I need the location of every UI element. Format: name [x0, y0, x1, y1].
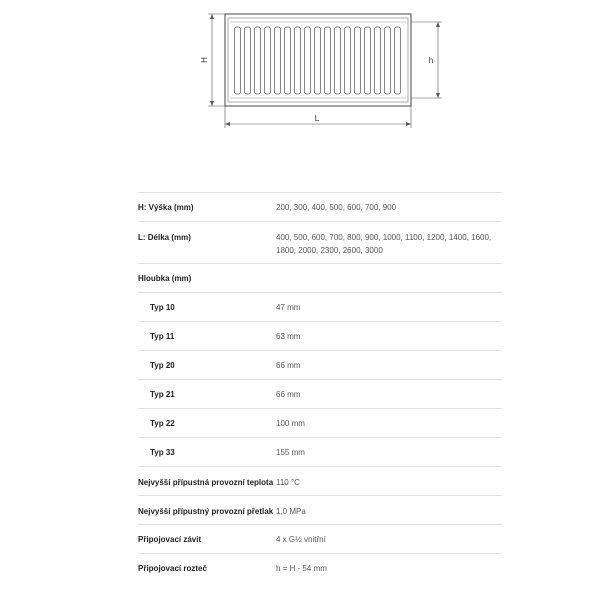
spec-row: [138, 496, 502, 525]
spec-value-cell: [276, 554, 502, 583]
radiator-inner-frame: [228, 18, 408, 102]
radiator-fin: [285, 27, 291, 94]
spec-label-cell: [138, 351, 276, 380]
spec-label-cell: [138, 322, 276, 351]
spec-value: 400, 500, 600, 700, 800, 900, 1000, 1100, 1200, 1400, 1600, 1800, 2000, 2300, 2600, 3000: [276, 233, 492, 255]
radiator-fin: [295, 27, 301, 94]
radiator-fin: [265, 27, 271, 94]
spec-label-cell: [138, 554, 276, 583]
spec-value: 155 mm: [276, 448, 305, 457]
spec-value-cell: [276, 496, 502, 525]
spec-value-cell: [276, 193, 502, 222]
spec-label-cell: [138, 438, 276, 467]
radiator-fin: [315, 27, 321, 94]
spec-label: Připojovací rozteč: [138, 564, 207, 573]
spec-label: Typ 20: [150, 361, 175, 370]
spec-label: Typ 33: [150, 448, 175, 457]
spec-label: Typ 22: [150, 419, 175, 428]
spec-label: Typ 21: [150, 390, 175, 399]
spec-value-cell: [276, 264, 502, 293]
spec-value: h = H - 54 mm: [276, 564, 327, 573]
radiator-fin: [365, 27, 371, 94]
spec-label: L: Délka (mm): [138, 233, 191, 242]
spec-label-cell: [138, 380, 276, 409]
spec-value-cell: [276, 525, 502, 554]
height-dimension-h: [411, 22, 442, 98]
radiator-fin: [375, 27, 381, 94]
spec-value: 4 x G½ vnitřní: [276, 535, 326, 544]
spec-value-cell: [276, 380, 502, 409]
spec-value-cell: [276, 293, 502, 322]
radiator-fin: [395, 27, 401, 94]
spec-label: H: Výška (mm): [138, 203, 194, 212]
spec-label: Nejvyšší přípustná provozní teplota: [138, 478, 274, 487]
spec-row: [138, 409, 502, 438]
length-dimension-L: [225, 106, 411, 128]
spec-value: 66 mm: [276, 390, 301, 399]
radiator-fin: [245, 27, 251, 94]
radiator-fin: [235, 27, 241, 94]
spec-value: 100 mm: [276, 419, 305, 428]
spec-row: [138, 467, 502, 496]
spec-value-cell: [276, 409, 502, 438]
spec-value: 110 °C: [276, 478, 300, 487]
spec-row: [138, 380, 502, 409]
spec-value: [276, 264, 502, 279]
spec-label-cell: [138, 409, 276, 438]
height-label: H: [200, 57, 209, 63]
radiator-fin: [385, 27, 391, 94]
radiator-fin: [275, 27, 281, 94]
spec-row: [138, 222, 502, 264]
spec-row: [138, 293, 502, 322]
spec-label-cell: [138, 525, 276, 554]
connection-spacing-label: h: [428, 56, 434, 65]
radiator-fins: [235, 27, 401, 94]
spec-value-cell: [276, 467, 502, 496]
spec-value-cell: [276, 438, 502, 467]
spec-label-cell: [138, 264, 276, 293]
spec-label-cell: [138, 193, 276, 222]
spec-row: [138, 193, 502, 222]
spec-row: [138, 322, 502, 351]
spec-row: [138, 554, 502, 583]
spec-row: [138, 351, 502, 380]
spec-value-cell: [276, 222, 502, 264]
radiator-dimension-drawing: [0, 0, 600, 140]
spec-label: Připojovací závit: [138, 535, 202, 544]
spec-row: [138, 525, 502, 554]
spec-row: [138, 438, 502, 467]
spec-value-cell: [276, 322, 502, 351]
spec-value: 200, 300, 400, 500, 600, 700, 900: [276, 203, 397, 212]
spec-label: Typ 11: [150, 332, 175, 341]
spec-value: 47 mm: [276, 303, 301, 312]
spec-value: 66 mm: [276, 361, 301, 370]
length-label: L: [314, 114, 320, 123]
spec-row: [138, 264, 502, 293]
spec-label-cell: [138, 293, 276, 322]
spec-value: 1,0 MPa: [276, 507, 306, 516]
spec-label-cell: [138, 496, 276, 525]
radiator-outline: [225, 14, 411, 106]
spec-label-cell: [138, 467, 276, 496]
radiator-fin: [335, 27, 341, 94]
radiator-fin: [255, 27, 261, 94]
spec-value: 63 mm: [276, 332, 301, 341]
spec-value-cell: [276, 351, 502, 380]
spec-label-cell: [138, 222, 276, 264]
spec-label: Nejvyšší přípustný provozní přetlak: [138, 507, 274, 516]
spec-label: Typ 10: [150, 303, 175, 312]
radiator-fin: [355, 27, 361, 94]
height-dimension-H: [200, 14, 225, 106]
specification-table: [138, 192, 502, 582]
radiator-fin: [345, 27, 351, 94]
spec-label: Hloubka (mm): [138, 274, 192, 283]
radiator-fin: [325, 27, 331, 94]
radiator-fin: [305, 27, 311, 94]
